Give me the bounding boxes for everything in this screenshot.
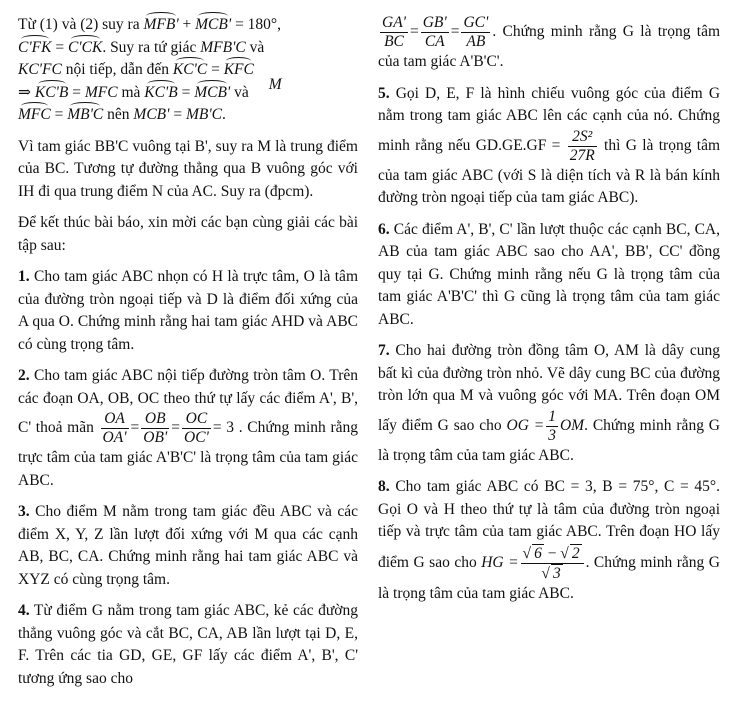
exercise-text: Cho điểm M nằm trong tam giác đều ABC và các điểm X, Y, Z lần lượt đối xứng với M qua các cạnh AB, BC, CA. Chứng minh rằng hai tam giác ABC và XYZ có cùng trọng tâm. — [18, 503, 358, 588]
angle-mfb: MFB' — [143, 14, 178, 37]
angle-cck: C'CK — [68, 37, 102, 60]
exercise-text: Gọi D, E, F là hình chiếu vuông góc của điểm G nằm trong tam giác ABC lên các cạnh của nó. Chứng minh rằng nếu GD.GE.GF = — [378, 84, 721, 154]
right-column — [378, 14, 720, 614]
exercise-1 — [18, 266, 358, 356]
numerator: OB — [141, 410, 169, 429]
fraction-sqrt — [521, 544, 584, 583]
fraction-one-third — [546, 408, 558, 445]
angle-mcb-2: MCB' — [194, 82, 230, 105]
exercise-text: Cho tam giác ABC có BC = 3, B = 75°, C = 45°. Gọi O và H theo thứ tự là tâm của đường tròn ngoại tiếp và trực tâm của tam giác ABC. Trên đoạn HO lấy điểm G sao cho — [378, 478, 720, 571]
implies-symbol: ⇒ — [18, 83, 35, 101]
proof-paragraph — [18, 14, 358, 127]
angle-cfk: C'FK — [18, 37, 51, 60]
exercise-2 — [18, 365, 358, 492]
stray-label-m: M — [268, 75, 282, 93]
denominator: 3 — [548, 426, 556, 444]
denominator: CA — [424, 33, 445, 50]
exercise-text: Các điểm A', B', C' lần lượt thuộc các cạnh BC, CA, AB của tam giác ABC sao cho AA', BB', CC' đồng quy tại G. Chứng minh rằng nếu G là trọng tâm của tam giác A'B'C' thì G cũng là trọng tâm của tam giác ABC. — [378, 220, 720, 328]
denominator — [521, 564, 584, 583]
exercise-text: . Chứng minh rằng G là trọng tâm của tam giác A'B'C'. — [378, 23, 720, 70]
sqrt-symbol: √ — [522, 544, 532, 562]
exercise-text: . Chứng minh rằng G là trọng tâm của tam giác ABC. — [378, 416, 720, 464]
exercise-number: 3. — [18, 503, 30, 520]
proof-text: nên — [103, 106, 134, 123]
exercise-text: thì G là trọng tâm của tam giác ABC (với S là diện tích và R là bán kính đường tròn ngoại tiếp của tam giác ABC). — [378, 136, 721, 206]
denominator: 27R — [569, 146, 595, 164]
left-column — [18, 14, 358, 699]
fraction-ob — [141, 410, 169, 447]
exercise-6 — [378, 219, 720, 332]
radicand: 6 — [534, 544, 542, 562]
numerator: OC — [182, 410, 211, 429]
proof-text: = — [177, 83, 195, 101]
proof-text: = — [50, 106, 68, 123]
proof-text: = — [169, 106, 186, 123]
quad-mfbc: MFB'C — [200, 38, 246, 56]
numerator: GC' — [463, 14, 489, 31]
denominator: OB' — [143, 429, 168, 446]
denominator: BC — [384, 33, 404, 50]
proof-text: . Suy ra tứ giác — [102, 38, 201, 56]
proof-text: = — [51, 38, 68, 56]
proof-text: = — [207, 61, 224, 78]
numerator: 1 — [548, 407, 556, 425]
exercise-number: 4. — [18, 602, 30, 619]
exercise-3 — [18, 501, 358, 591]
exercise-number: 6. — [378, 220, 390, 238]
angle-kcc: KC'C — [173, 59, 207, 82]
proof-text: Từ (1) và (2) suy ra — [18, 16, 144, 33]
exercise-text: Cho tam giác ABC nội tiếp đường tròn tâm O. Trên các đoạn OA, OB, OC theo thứ tự lấy các điểm A', B', C' thoả mãn — [18, 367, 358, 437]
paragraph-invitation: Để kết thúc bài báo, xin mời các bạn cùng giải các bài tập sau: — [18, 214, 358, 254]
numerator: GA' — [382, 14, 406, 31]
quad-kcfc: KC'FC — [18, 61, 62, 78]
exercise-number: 7. — [378, 342, 390, 359]
numerator: 2S² — [568, 128, 597, 147]
angle-mbc: MB'C — [67, 104, 103, 127]
formula-og: OG = — [506, 416, 545, 434]
proof-text: và — [230, 83, 249, 101]
exercise-text: Cho tam giác ABC nhọn có H là trực tâm, O là tâm của đường tròn ngoại tiếp và D là điểm đối xứng của A qua O. Chứng minh rằng hai tam giác AHD và ABC có cùng trọng tâm. — [18, 268, 358, 353]
exercise-number: 5. — [378, 84, 390, 102]
exercise-text: Từ điểm G nằm trong tam giác ABC, kẻ các đường thẳng vuông góc và cắt BC, CA, AB lần lượt tại D, E, F. Trên các tia GD, GE, GF lấy các điểm A', B', C' tương ứng sao cho — [18, 602, 358, 687]
equals: = — [450, 23, 460, 41]
angle-mcb-text: MCB' — [133, 106, 170, 123]
fraction-oa — [101, 410, 129, 447]
exercise-number: 2. — [18, 367, 30, 384]
exercise-5 — [378, 83, 720, 210]
exercise-text: Cho hai đường tròn đồng tâm O, AM là dây cung bất kì của đường tròn nhỏ. Vẽ dây cung BC của đường tròn lớn qua M và vuông góc với MA. Trên đoạn OM lấy điểm G sao cho — [378, 342, 721, 434]
exercise-8 — [378, 476, 720, 605]
denominator: OC' — [184, 429, 209, 446]
equals: = — [171, 419, 180, 437]
denominator: AB — [466, 33, 486, 50]
proof-text: mà — [117, 83, 145, 101]
fraction-ga — [380, 14, 408, 51]
angle-kcb: KC'B — [35, 82, 68, 105]
numerator — [521, 544, 584, 564]
fraction-oc — [182, 410, 211, 447]
numerator: GB' — [422, 14, 447, 31]
fraction-gc — [461, 14, 490, 51]
formula-om: OM — [559, 416, 585, 434]
angle-kcb-2: KC'B — [144, 82, 177, 105]
formula-hg: HG = — [481, 553, 519, 571]
denominator: OA' — [102, 429, 127, 446]
proof-text: + — [178, 16, 196, 33]
paragraph-conclusion: Vì tam giác BB'C vuông tại B', suy ra M là trung điểm của BC. Tương tự đường thẳng qua B vuông góc với IH đi qua trung điểm N của AC. Suy ra (đpcm). — [18, 137, 358, 200]
sqrt-symbol: √ — [541, 564, 550, 582]
angle-mfc-text: MFC — [84, 83, 118, 101]
angle-mfc: MFC — [18, 104, 51, 127]
exercise-7 — [378, 340, 720, 467]
numerator: OA — [101, 410, 129, 429]
proof-text: và — [245, 38, 265, 56]
equals: = — [130, 419, 140, 437]
proof-text: = — [68, 83, 85, 101]
exercise-number: 1. — [18, 268, 30, 285]
minus-sqrt: − √ — [543, 544, 569, 562]
fraction-gb — [421, 14, 449, 51]
fraction-2s2-27r — [568, 128, 597, 165]
equals: = — [409, 23, 419, 41]
proof-text: . — [222, 106, 226, 123]
equals-three: = 3 . — [212, 419, 243, 437]
exercise-text: . Chứng minh rằng G là trọng tâm của tam giác ABC. — [378, 553, 720, 602]
proof-text: = 180°, — [231, 16, 282, 33]
angle-mbc-text: MB'C — [185, 106, 222, 123]
exercise-4 — [18, 600, 358, 690]
exercise-text: Chứng minh rằng trực tâm của tam giác A'B'C' là trọng tâm của tam giác ABC. — [18, 419, 358, 489]
exercise-4-continued — [378, 14, 720, 74]
angle-mcb: MCB' — [195, 14, 231, 37]
radicand: 3 — [552, 564, 561, 582]
angle-kfc: KFC — [224, 59, 254, 82]
proof-text: nội tiếp, dẫn đến — [61, 61, 173, 78]
exercise-number: 8. — [378, 478, 390, 495]
radicand: 2 — [571, 544, 580, 562]
